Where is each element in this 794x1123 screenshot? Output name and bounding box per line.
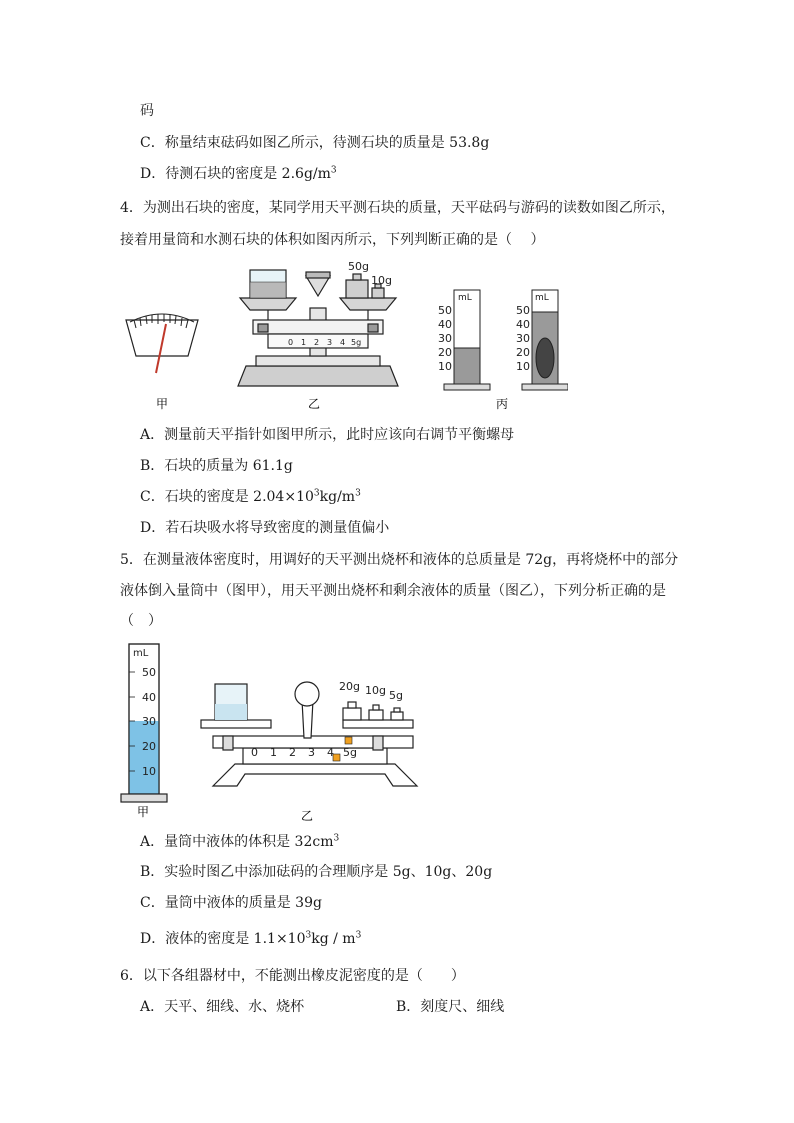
tick-label: 40	[516, 318, 530, 331]
question-6-option-a: A．天平、细线、水、烧杯	[140, 999, 305, 1015]
rider-tick: 2	[289, 746, 296, 759]
superscript: 3	[355, 930, 362, 941]
ml-label: mL	[535, 293, 549, 303]
tick-label: 50	[438, 304, 452, 317]
tick-label: 10	[516, 360, 530, 373]
question-5-line1: 5．在测量液体密度时，用调好的天平测出烧杯和液体的总质量是 72g，再将烧杯中的部分	[120, 552, 679, 568]
tick-label: 10	[142, 765, 156, 778]
question-4-option-a: A．测量前天平指针如图甲所示，此时应该向右调节平衡螺母	[140, 427, 515, 443]
option-text: kg/m	[319, 489, 356, 505]
pointer-dial	[126, 314, 198, 373]
option-text: D．液体的密度是 1.1×10	[140, 931, 306, 947]
rider-tick: 3	[327, 338, 333, 347]
tick-label: 20	[516, 346, 530, 359]
rider-tick: 3	[308, 746, 315, 759]
cylinder-ticks	[438, 304, 452, 373]
option-c-prev: C．称量结束砝码如图乙所示，待测石块的质量是 53.8g	[140, 135, 490, 151]
question-6: 6．以下各组器材中，不能测出橡皮泥密度的是（ ）	[120, 968, 465, 984]
balance-fig4	[238, 270, 398, 386]
caption-bing: 丙	[496, 397, 509, 411]
question-5-option-a	[140, 832, 339, 852]
text-line: 码	[140, 103, 154, 119]
option-text: A．量筒中液体的体积是 32cm	[140, 834, 334, 850]
tick-label: 40	[438, 318, 452, 331]
weight-10g-label: 10g	[371, 274, 392, 287]
tick-label: 20	[142, 740, 156, 753]
rider-tick: 1	[301, 338, 307, 347]
rider-marker	[333, 754, 340, 761]
weight-5g-label: 5g	[389, 689, 403, 702]
question-4-line2: 接着用量筒和水测石块的体积如图丙所示，下列判断正确的是（ ）	[120, 232, 545, 248]
rider-tick: 4	[327, 746, 334, 759]
superscript: 3	[330, 165, 337, 176]
caption-jia: 甲	[156, 397, 169, 411]
weight-20g-label: 20g	[339, 680, 360, 693]
ml-label: mL	[133, 648, 149, 659]
tick-label: 50	[142, 666, 156, 679]
tick-label: 30	[516, 332, 530, 345]
option-text: C．石块的密度是 2.04×10	[140, 489, 314, 505]
question-5-line3: （ ）	[120, 613, 162, 629]
tick-label: 30	[438, 332, 452, 345]
tick-label: 40	[142, 691, 156, 704]
superscript: 3	[313, 488, 320, 499]
rider-tick: 2	[314, 338, 320, 347]
cylinder-ticks	[516, 304, 530, 373]
option-text: kg / m	[311, 931, 356, 947]
tick-label: 30	[142, 715, 156, 728]
caption-yi: 乙	[308, 397, 321, 411]
rider-tick: 0	[251, 746, 258, 759]
option-d-prev	[140, 164, 337, 184]
caption-yi: 乙	[301, 809, 314, 823]
rider-marker	[345, 737, 352, 744]
weight-50g-label: 50g	[348, 260, 369, 273]
question-4-line1: 4．为测出石块的密度，某同学用天平测石块的质量，天平砝码与游码的读数如图乙所示，	[120, 200, 675, 216]
question-5-option-d	[140, 929, 361, 949]
option-text: D．待测石块的密度是 2.6g/m	[140, 166, 331, 182]
figure-4	[118, 258, 568, 413]
rider-tick: 5g	[351, 338, 362, 347]
rider-tick: 1	[270, 746, 277, 759]
question-6-option-b: B．刻度尺、细线	[396, 999, 505, 1015]
ml-label: mL	[458, 293, 472, 303]
superscript: 3	[333, 833, 340, 844]
caption-jia: 甲	[137, 805, 150, 819]
rider-tick: 4	[340, 338, 346, 347]
tick-label: 10	[438, 360, 452, 373]
question-5-option-b: B．实验时图乙中添加砝码的合理顺序是 5g、10g、20g	[140, 864, 493, 880]
weight-10g-label: 10g	[365, 684, 386, 697]
question-5-line2: 液体倒入量筒中（图甲），用天平测出烧杯和剩余液体的质量（图乙），下列分析正确的是	[120, 583, 666, 599]
question-4-option-c	[140, 487, 361, 507]
rider-tick: 5g	[343, 746, 357, 759]
question-5-option-c: C．量筒中液体的质量是 39g	[140, 895, 322, 911]
superscript: 3	[305, 930, 312, 941]
tick-label: 20	[438, 346, 452, 359]
superscript: 3	[355, 488, 361, 499]
tick-label: 50	[516, 304, 530, 317]
question-4-option-d: D．若石块吸水将导致密度的测量值偏小	[140, 520, 390, 536]
figure-5	[115, 638, 435, 823]
rider-tick: 0	[288, 338, 294, 347]
balance-fig5	[201, 682, 417, 786]
question-4-option-b: B．石块的质量为 61.1g	[140, 458, 293, 474]
